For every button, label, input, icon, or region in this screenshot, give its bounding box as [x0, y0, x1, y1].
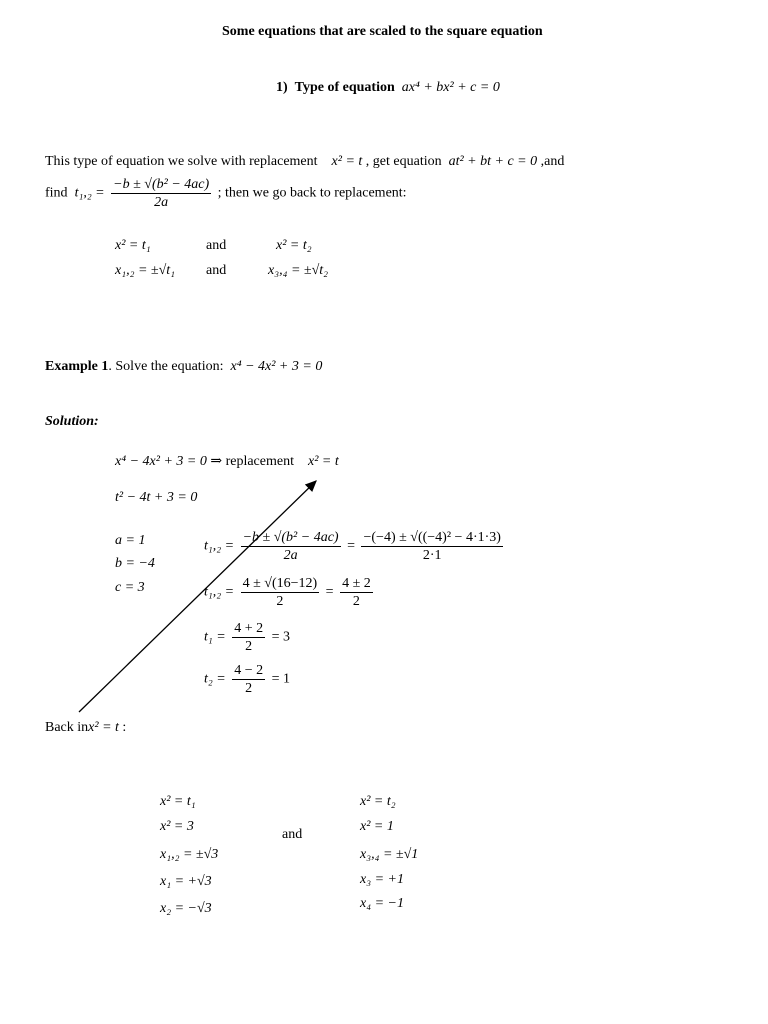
- final-left-5: x₂ = −√3: [160, 901, 212, 916]
- final-left-1: x² = t₁: [160, 794, 196, 809]
- t12-lhs: t₁,₂ =: [204, 538, 235, 554]
- t12-fraction-4-den: 2: [352, 594, 360, 609]
- t1-fraction-num: 4 + 2: [234, 621, 264, 636]
- final-right-4: x₃ = +1: [360, 872, 404, 887]
- back-in-line: [45, 720, 126, 736]
- final-left-3: x₁,₂ = ±√3: [160, 847, 219, 862]
- final-left-4: x₁ = +√3: [160, 874, 212, 889]
- t12-fraction-1-num: −b ± √(b² − 4ac): [242, 530, 339, 545]
- t2-rhs: = 1: [271, 671, 291, 687]
- equals-sign: =: [347, 538, 355, 554]
- page-title: Some equations that are scaled to the square equation: [222, 24, 543, 39]
- back-in-colon: :: [122, 720, 127, 735]
- back-row-1-right: x² = t₂: [276, 238, 312, 253]
- quadratic-denominator: 2a: [154, 195, 169, 210]
- t2-fraction-den: 2: [245, 681, 253, 696]
- t12-fraction-3-num: 4 ± √(16−12): [242, 576, 318, 591]
- solution-label: Solution:: [45, 414, 99, 429]
- intro-text-a: This type of equation we solve with replacement: [45, 154, 318, 169]
- solution-line-1-eq: x⁴ − 4x² + 3 = 0 ⇒: [115, 454, 223, 469]
- intro-text-d: ; then we go back to replacement:: [217, 185, 407, 201]
- t12-numeric-lhs: t₁,₂ =: [204, 584, 235, 600]
- back-row-2-left: x₁,₂ = ±√t₁: [115, 263, 176, 278]
- t1-lhs: t₁ =: [204, 629, 226, 645]
- t12-fraction-4-num: 4 ± 2: [342, 576, 371, 591]
- back-row-1-and: and: [206, 238, 227, 253]
- t1-rhs: = 3: [271, 629, 291, 645]
- back-in-eq: x² = t: [88, 720, 119, 735]
- coef-c: c = 3: [115, 580, 145, 595]
- solution-line-1-word: replacement: [225, 454, 294, 469]
- back-row-2-right: x₃,₄ = ±√t₂: [268, 263, 329, 278]
- final-right-2: x² = 1: [360, 819, 394, 834]
- intro-equation: at² + bt + c = 0: [448, 154, 538, 169]
- example-text: . Solve the equation:: [108, 359, 224, 374]
- solution-quadratic: t² − 4t + 3 = 0: [115, 490, 198, 505]
- t1-fraction-den: 2: [245, 639, 253, 654]
- solution-line-1-rep: x² = t: [307, 454, 339, 469]
- final-right-3: x₃,₄ = ±√1: [360, 847, 419, 862]
- section-label: Type of equation: [294, 80, 395, 95]
- intro-text-b: , get equation: [365, 154, 442, 169]
- coef-b: b = −4: [115, 556, 155, 571]
- t12-fraction-3-den: 2: [276, 594, 284, 609]
- example-equation: x⁴ − 4x² + 3 = 0: [230, 359, 323, 374]
- example-label: Example 1: [45, 359, 109, 374]
- equals-sign: =: [325, 584, 334, 600]
- quadratic-numerator: −b ± √(b² − 4ac): [113, 177, 210, 192]
- final-right-1: x² = t₂: [360, 794, 396, 809]
- t12-fraction-1-den: 2a: [283, 548, 298, 563]
- t2-fraction-num: 4 − 2: [234, 663, 264, 678]
- final-right-5: x₄ = −1: [360, 896, 404, 911]
- intro-text-c: ,and: [540, 154, 565, 169]
- coef-a: a = 1: [115, 533, 146, 548]
- t2-lhs: t₂ =: [204, 671, 226, 687]
- back-in-text: Back in: [45, 720, 89, 735]
- back-row-2-and: and: [206, 263, 227, 278]
- back-row-1-left: x² = t₁: [115, 238, 151, 253]
- section-number: 1): [276, 80, 288, 95]
- intro-replacement: x² = t: [331, 154, 363, 169]
- general-equation: ax⁴ + bx² + c = 0: [401, 80, 500, 95]
- final-and: and: [282, 827, 303, 842]
- intro-find: find: [45, 185, 68, 201]
- intro-t12: t₁,₂ =: [74, 185, 105, 201]
- t12-fraction-2-den: 2·1: [422, 548, 442, 563]
- final-left-2: x² = 3: [160, 819, 194, 834]
- t12-fraction-2-num: −(−4) ± √((−4)² − 4·1·3): [363, 530, 501, 545]
